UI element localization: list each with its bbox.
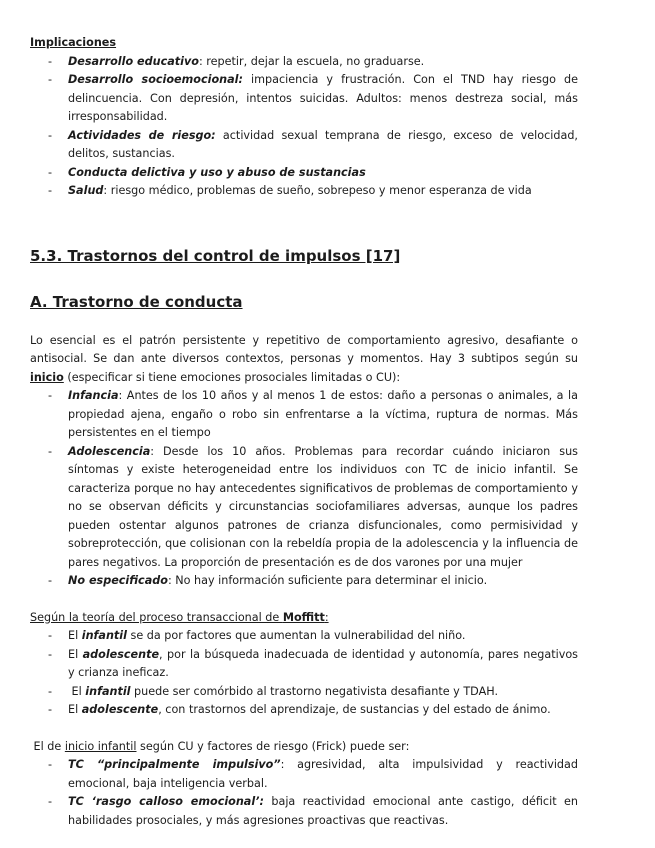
item-text: : repetir, dejar la escuela, no graduarse. <box>198 54 425 68</box>
item-text: se da por factores que aumentan la vulnerabilidad del niño. <box>126 629 466 642</box>
moffitt-lead-text: Según la teoría del proceso transaccional de <box>30 610 283 624</box>
list-item <box>30 793 578 830</box>
intro-text-before: Lo esencial es el patrón persistente y repetitivo de comportamiento agresivo, desafiante o antisocial. Se dan ante diversos contextos, personas y momentos. Hay 3 subtipos según su <box>30 333 578 365</box>
item-term: adolescente <box>82 647 160 661</box>
item-pre: El <box>68 703 82 716</box>
list-item <box>30 683 578 702</box>
list-item <box>30 756 578 793</box>
item-term: Desarrollo educativo <box>68 54 199 68</box>
list-item <box>30 71 578 127</box>
list-item <box>30 53 578 72</box>
item-term: Desarrollo socioemocional: <box>68 73 243 86</box>
item-text: : agresividad, alta impulsividad y reactividad emocional, baja inteligencia verbal. <box>68 758 578 790</box>
item-pre: El <box>68 647 83 661</box>
intro-link-inicio: inicio <box>30 370 64 384</box>
item-pre: El <box>68 629 82 642</box>
list-item <box>30 701 578 720</box>
item-term: Adolescencia <box>68 444 151 458</box>
item-text: puede ser comórbido al trastorno negativista desafiante y TDAH. <box>130 684 499 698</box>
subtipos-list <box>30 387 578 591</box>
cu-after-text: según CU y factores de riesgo (Frick) puede ser: <box>136 739 410 753</box>
moffitt-lead <box>30 609 578 628</box>
item-term: infantil <box>81 629 127 642</box>
item-term: TC “principalmente impulsivo” <box>68 758 281 771</box>
item-text: , con trastornos del aprendizaje, de sustancias y del estado de ánimo. <box>158 703 551 716</box>
item-text: actividad sexual temprana de riesgo, exceso de velocidad, delitos, sustancias. <box>68 128 578 160</box>
item-text: , por la búsqueda inadecuada de identidad y autonomía, pares negativos y crianza ineficaz. <box>68 647 578 679</box>
implicaciones-list <box>30 53 578 201</box>
item-text: : No hay información suficiente para determinar el inicio. <box>167 574 488 587</box>
cu-list <box>30 756 578 830</box>
item-term: Salud <box>68 184 104 197</box>
item-term: adolescente <box>81 703 159 716</box>
moffitt-list <box>30 627 578 720</box>
section-subtitle: A. Trastorno de conducta <box>30 292 243 311</box>
item-term: infantil <box>85 684 131 698</box>
intro-paragraph <box>30 332 578 388</box>
list-item <box>30 387 578 443</box>
list-item <box>30 182 578 201</box>
document-page <box>30 34 578 830</box>
list-item <box>30 127 578 164</box>
item-text: : Desde los 10 años. Problemas para recordar cuándo iniciaron sus síntomas y existe heterogeneidad entre los individuos con TC de inicio infantil. Se caracteriza porque no hay antecedentes significativos de problemas de comportamiento y no se observan déficits y circunstancias sociofamiliares adversas, aunque los padres pueden ostentar algunos patrones de crianza disfuncionales, como permisividad y sobreprotección, que colisionan con la rebeldía propia de la adolescencia y la influencia de pares negativos. La proporción de presentación es de dos varones por una mujer <box>68 444 578 569</box>
list-item <box>30 164 578 183</box>
item-term: Infancia <box>68 389 119 402</box>
section-title: 5.3. Trastornos del control de impulsos [17] <box>30 246 401 265</box>
cu-lead <box>30 738 578 757</box>
item-term: No especificado <box>68 574 168 587</box>
list-item <box>30 646 578 683</box>
list-item <box>30 572 578 591</box>
item-term: Conducta delictiva y uso y abuso de sustancias <box>68 165 366 179</box>
cu-lead-text: El de <box>30 739 65 753</box>
implicaciones-heading: Implicaciones <box>30 36 117 49</box>
item-text: impaciencia y frustración. Con el TND hay riesgo de delincuencia. Con depresión, intentos suicidas. Adultos: menos destreza social, más irresponsabilidad. <box>68 73 578 123</box>
moffitt-colon: : <box>324 610 329 624</box>
moffitt-name: Moffitt <box>282 610 325 624</box>
cu-link-inicio-infantil: inicio infantil <box>64 739 137 753</box>
item-term: TC ‘rasgo calloso emocional’: <box>68 795 264 808</box>
item-text: : Antes de los 10 años y al menos 1 de estos: daño a personas o animales, a la propiedad ajena, engaño o robo sin enfrentarse a la víctima, ruptura de normas. Más persistentes en el tiempo <box>68 389 578 439</box>
item-pre: El <box>68 684 86 698</box>
intro-text-after: (especificar si tiene emociones prosociales limitadas o CU): <box>63 370 401 384</box>
list-item <box>30 627 578 646</box>
list-item <box>30 443 578 573</box>
item-text: baja reactividad emocional ante castigo, déficit en habilidades prosociales, y más agresiones proactivas que reactivas. <box>68 795 578 827</box>
item-term: Actividades de riesgo: <box>68 128 216 142</box>
item-text: : riesgo médico, problemas de sueño, sobrepeso y menor esperanza de vida <box>103 184 532 197</box>
